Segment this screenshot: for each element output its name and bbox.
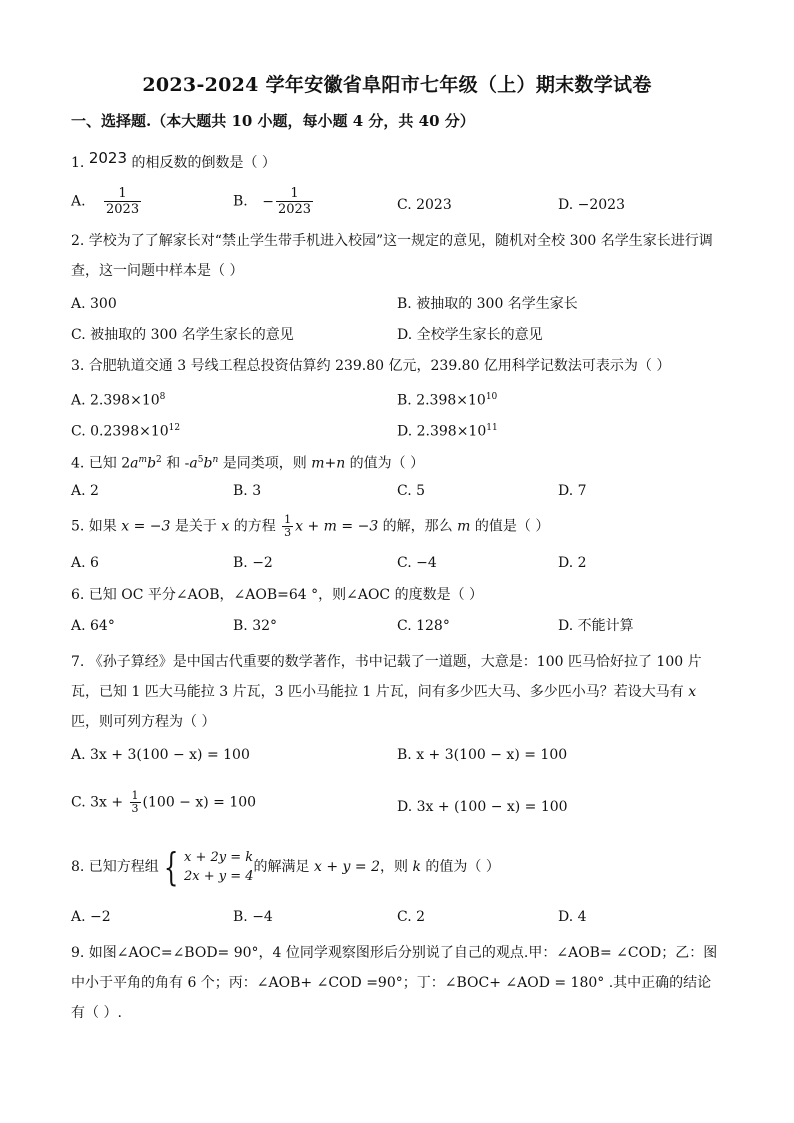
question-8-option-a: A. −2	[71, 909, 111, 925]
question-4-option-a: A. 2	[71, 483, 99, 499]
question-7-option-d: D. 3x + (100 − x) = 100	[397, 799, 568, 815]
brace-icon: {	[163, 845, 179, 889]
question-2-option-b: B. 被抽取的 300 名学生家长	[397, 296, 578, 312]
question-6-stem: 6. 已知 OC 平分∠AOB，∠AOB=64 °，则∠AOC 的度数是（ ）	[71, 587, 484, 603]
question-8-option-d: D. 4	[558, 909, 587, 925]
question-1-stem: 1. 2023 的相反数的倒数是（ ）	[71, 149, 276, 171]
question-3-option-d: D. $2.398\times 10^{11}$	[397, 423, 498, 440]
question-1-option-d: D. −2023	[558, 197, 625, 213]
page-title: 2023-2024 学年安徽省阜阳市七年级（上）期末数学试卷	[142, 74, 652, 96]
question-6-option-c: C. 128°	[397, 618, 450, 634]
question-1-option-a: A. $\frac{1}{2023}$	[71, 186, 140, 217]
equation-system: { x + 2y = k 2x + y = 4	[163, 845, 254, 889]
question-5-option-b: B. −2	[233, 555, 273, 571]
question-4-option-d: D. 7	[558, 483, 587, 499]
fraction: $\frac{1}{2023}$	[277, 186, 312, 217]
question-2-stem: 2. 学校为了了解家长对“禁止学生带手机进入校园”这一规定的意见，随机对全校 300 名学生家长进行调查，这一问题中样本是（ ）	[71, 233, 713, 279]
question-7-option-b: B. x + 3(100 − x) = 100	[397, 747, 568, 763]
question-9-stem: 9. 如图∠AOC=∠BOD= 90°，4 位同学观察图形后分别说了自己的观点.甲：∠AOB= ∠COD；乙：图中小于平角的角有 6 个；丙：∠AOB+ ∠COD =90°；丁：∠BOC+ ∠AOD = 180° .其中正确的结论有（ ）.	[71, 945, 718, 1021]
question-6-option-d: D. 不能计算	[558, 618, 634, 634]
question-4-stem: 4. 已知 $2a^mb^2$ 和 $-a^5b^n$ 是同类项，则 m+n 的值为（ ）	[71, 455, 425, 472]
question-2-option-a: A. 300	[71, 296, 117, 312]
question-8-option-c: C. 2	[397, 909, 426, 925]
question-2-option-c: C. 被抽取的 300 名学生家长的意见	[71, 327, 294, 343]
question-5-option-a: A. 6	[71, 555, 99, 571]
question-1-option-b: B. − $\frac{1}{2023}$	[233, 186, 312, 217]
section-heading: 一、选择题.（本大题共 10 小题，每小题 4 分，共 40 分）	[71, 112, 475, 130]
question-7-stem: 7. 《孙子算经》是中国古代重要的数学著作，书中记载了一道题，大意是：100 匹马恰好拉了 100 片瓦，已知 1 匹大马能拉 3 片瓦，3 匹小马能拉 1 片瓦，问有多少匹大马、多少匹小马？若设大马有 x 匹，则可列方程为（ ）	[71, 654, 702, 730]
question-6-option-a: A. 64°	[71, 618, 115, 634]
fraction: $\frac{1}{3}$	[131, 789, 139, 815]
question-3-option-b: B. $2.398\times 10^{10}$	[397, 392, 498, 409]
question-4-option-c: C. 5	[397, 483, 426, 499]
question-4-option-b: B. 3	[233, 483, 262, 499]
question-3-stem: 3. 合肥轨道交通 3 号线工程总投资估算约 239.80 亿元，239.80 亿用科学记数法可表示为（ ）	[71, 358, 671, 374]
question-8-stem: 8. 已知方程组 { x + 2y = k 2x + y = 4 的解满足 x + y = 2，则 k 的值为（ ）	[71, 845, 500, 889]
question-3-option-c: C. $0.2398\times 10^{12}$	[71, 423, 181, 440]
question-5-option-c: C. −4	[397, 555, 437, 571]
question-3-option-a: A. $2.398\times 10^8$	[71, 392, 166, 409]
question-7-option-a: A. 3x + 3(100 − x) = 100	[71, 747, 250, 763]
fraction: $\frac{1}{3}$	[284, 513, 292, 539]
question-7-option-c: C. 3x + $\frac{1}{3}$ (100 − x) = 100	[71, 789, 257, 815]
question-5-option-d: D. 2	[558, 555, 587, 571]
question-2-option-d: D. 全校学生家长的意见	[397, 327, 543, 343]
fraction: $\frac{1}{2023}$	[106, 186, 140, 217]
question-8-option-b: B. −4	[233, 909, 273, 925]
question-6-option-b: B. 32°	[233, 618, 278, 634]
question-1-option-c: C. 2023	[397, 197, 452, 213]
question-5-stem: 5. 如果 x = −3 是关于 x 的方程 $\frac{1}{3}$ x + m = −3 的解，那么 m 的值是（ ）	[71, 513, 550, 539]
